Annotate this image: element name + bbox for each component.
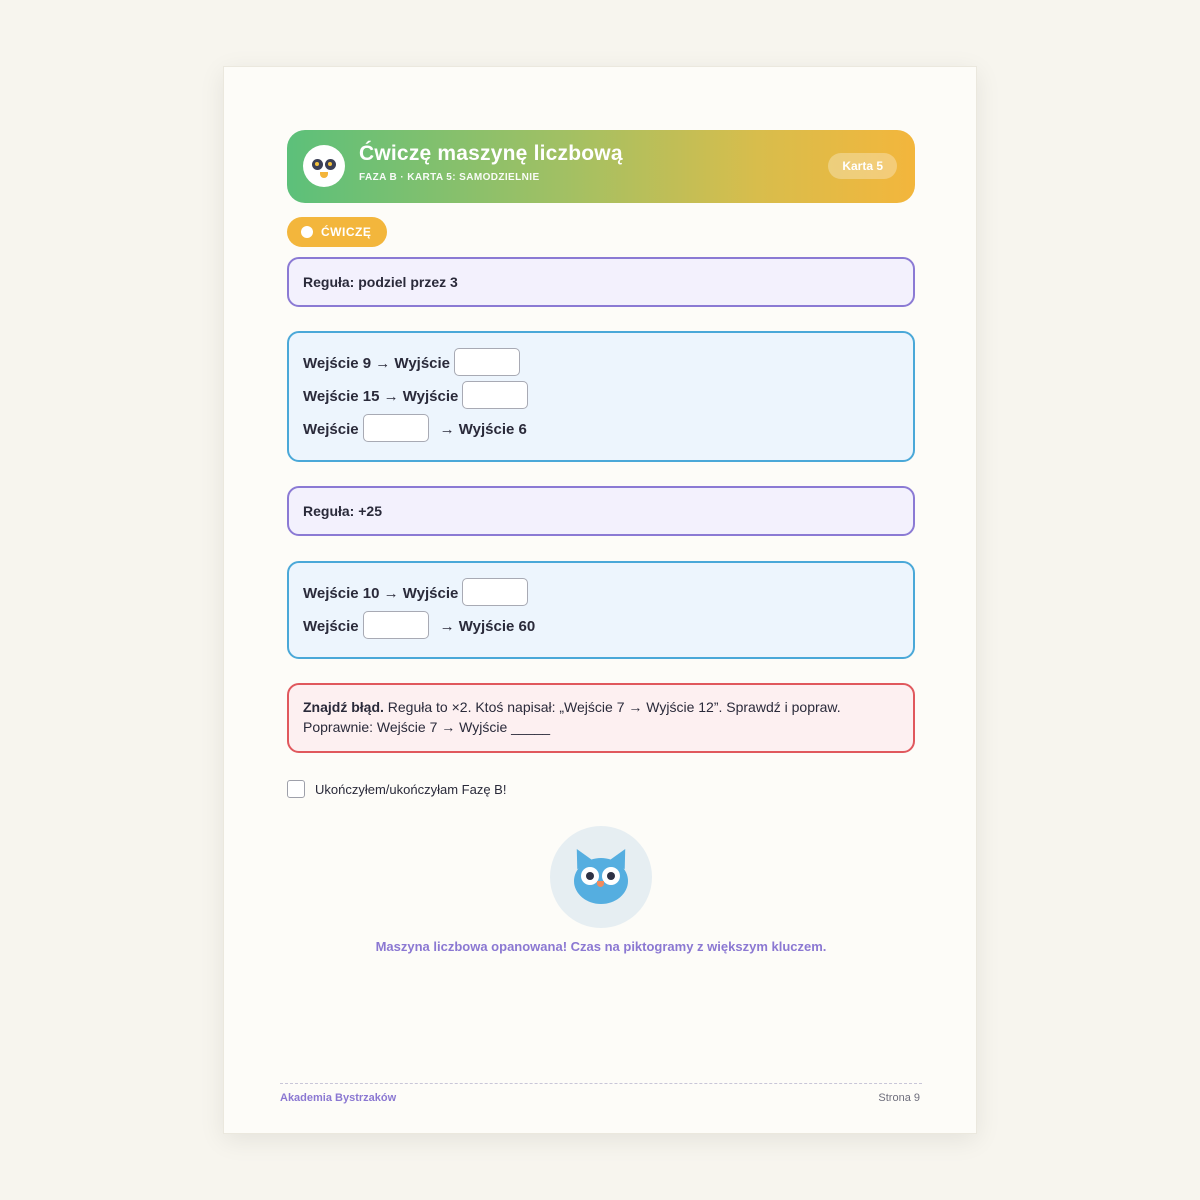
task-box-2 (287, 561, 915, 659)
section-pill-label: ĆWICZĘ (321, 225, 372, 239)
task-line (303, 413, 899, 446)
tagline: Maszyna liczbowa opanowana! Czas na piktogramy z większym kluczem. (375, 939, 827, 954)
task-line (303, 347, 899, 380)
task-line (303, 577, 899, 610)
page-title: Ćwiczę maszynę liczbową (359, 142, 623, 165)
task-line-text: Wejście (303, 618, 359, 635)
page-subtitle: FAZA B · KARTA 5: SAMODZIELNIE (359, 172, 540, 183)
task-line-suffix: → Wyjście 6 (439, 421, 527, 438)
rule-box-1 (287, 257, 915, 307)
task-line-text: Wejście 15 → Wyjście (303, 388, 459, 405)
header-banner (287, 130, 915, 203)
section-pill (287, 217, 387, 247)
answer-input[interactable] (363, 611, 429, 639)
rule-label: Reguła: podziel przez 3 (303, 274, 458, 290)
task-line-suffix: → Wyjście 60 (439, 618, 536, 635)
card-badge: Karta 5 (828, 153, 897, 179)
task-line-text: Wejście (303, 421, 359, 438)
error-text (303, 697, 899, 717)
rule-label: Reguła: +25 (303, 503, 382, 519)
owl-mascot-icon (550, 826, 652, 928)
worksheet-page (223, 66, 977, 1134)
footer-brand: Akademia Bystrzaków (280, 1092, 397, 1104)
owl-avatar-icon (303, 145, 345, 187)
error-lead: Znajdź błąd. (303, 699, 384, 715)
footer-page-number: Strona 9 (878, 1092, 920, 1104)
rule-box-2 (287, 486, 915, 536)
error-body: Reguła to ×2. Ktoś napisał: „Wejście 7 → Wyjście 12”. Sprawdź i popraw. (383, 699, 841, 715)
task-box-1 (287, 331, 915, 462)
completion-row (287, 780, 506, 798)
completion-checkbox[interactable] (287, 780, 305, 798)
answer-input[interactable] (363, 414, 429, 442)
footer-divider (280, 1083, 922, 1084)
dot-icon (301, 226, 313, 238)
task-line (303, 610, 899, 643)
completion-label: Ukończyłem/ukończyłam Fazę B! (315, 781, 507, 797)
task-line (303, 380, 899, 413)
find-error-box (287, 683, 915, 753)
answer-input[interactable] (462, 578, 528, 606)
task-line-text: Wejście 10 → Wyjście (303, 585, 459, 602)
error-correction: Poprawnie: Wejście 7 → Wyjście _____ (303, 719, 551, 735)
task-line-text: Wejście 9 → Wyjście (303, 355, 451, 372)
answer-input[interactable] (462, 381, 528, 409)
answer-input[interactable] (454, 348, 520, 376)
